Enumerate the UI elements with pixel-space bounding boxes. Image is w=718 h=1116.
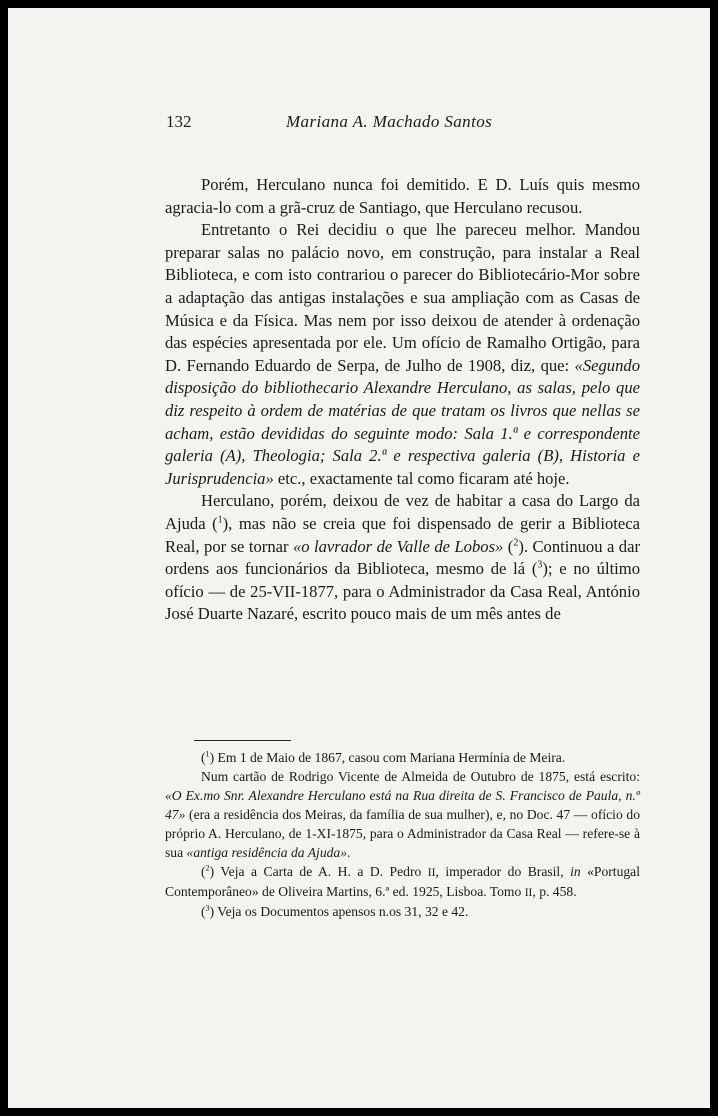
running-head: Mariana A. Machado Santos bbox=[286, 112, 493, 131]
footnote-2: ($^2$) Veja a Carta de A. H. a D. Pedro II, imperador do Brasil, in «Portugal Contemporâneo» de Oliveira Martins, 6.ª ed. 1925, Lisboa. Tomo II, p. 458. bbox=[165, 863, 640, 899]
fn2-roman: II bbox=[427, 866, 436, 879]
fn1b-text-b: (era a residência dos Meiras, da família de sua mulher), e, no Doc. 47 — ofício do próprio A. Herculano, de 1-XI-1875, para o Administrador da Casa Real — refere-se à sua bbox=[165, 807, 640, 860]
p3-text-c: ( bbox=[503, 536, 514, 556]
body-text bbox=[165, 174, 640, 626]
page-number: 132 bbox=[166, 112, 192, 131]
paragraph-3 bbox=[165, 490, 640, 626]
fn2-text-c: «Portugal Contemporâneo» de Oliveira Martins, 6.ª ed. 1925, Lisboa. Tomo bbox=[165, 864, 640, 899]
p3-text-d: ). Continuou a dar ordens aos funcionários da Biblioteca, mesmo de lá ( bbox=[165, 536, 640, 579]
fn2-tomo: II bbox=[524, 886, 533, 899]
fn2-text-a: Veja a Carta de A. H. a D. Pedro bbox=[214, 864, 428, 879]
p3-text-e: ); e no último ofício — de 25-VII-1877, para o Administrador da Casa Real, António José Duarte Nazaré, escrito pouco mais de um mês antes de bbox=[165, 559, 640, 624]
fn1b-text-c: . bbox=[347, 845, 351, 860]
paragraph-1: Porém, Herculano nunca foi demitido. E D. Luís quis mesmo agracia-lo com a grã-cruz de Santiago, que Herculano recusou. bbox=[165, 175, 640, 217]
fn2-mark: 2 bbox=[205, 863, 210, 873]
fn1b-text-a: Num cartão de Rodrigo Vicente de Almeida de Outubro de 1875, está escrito: bbox=[201, 769, 640, 784]
paragraph-2 bbox=[165, 219, 640, 490]
p2-text-a: Entretanto o Rei decidiu o que lhe pareceu melhor. Mandou preparar salas no palácio novo, em construção, para instalar a Real Biblioteca, e com isto contrariou o parecer do Bibliotecário-Mor sobre a adaptação das antigas instalações e sua ampliação com as Casas de Música e da Física. Mas nem por isso deixou de atender à ordenação das espécies apresentada por ele. Um ofício de Ramalho Ortigão, para D. Fernando Eduardo de Serpa, de Julho de 1908, diz, que: bbox=[165, 220, 640, 375]
fn1b-quote-2: «antiga residência da Ajuda» bbox=[186, 845, 348, 860]
fn1b-quote: «O Ex.mo Snr. Alexandre Herculano está na Rua direita de S. Francisco de Paula, n.º 47» bbox=[165, 788, 640, 822]
p3-text-b: ), mas não se creia que foi dispensado de gerir a Biblioteca Real, por se tornar bbox=[165, 513, 640, 556]
fn1-mark: 1 bbox=[205, 749, 210, 759]
p2-quote: «Segundo disposição do bibliothecario Alexandre Herculano, as salas, pelo que diz respeito à ordem de matérias de que tratam os livros que nellas se acham, estão devididas do seguinte modo: Sala 1.ª e correspondente galeria (A), Theologia; Sala 2.ª e respectiva galeria (B), Historia e Jurisprudencia» bbox=[165, 355, 640, 488]
fn3-mark: 3 bbox=[205, 903, 210, 913]
footnote-3: ($^3$) Veja os Documentos apensos n.os 31, 32 e 42. bbox=[201, 903, 469, 919]
footnote-ref-3: 3 bbox=[537, 559, 543, 571]
p3-text-a: Herculano, porém, deixou de vez de habitar a casa do Largo da Ajuda ( bbox=[165, 491, 640, 533]
fn2-in: in bbox=[570, 864, 581, 879]
footnote-ref-1: 1 bbox=[217, 514, 223, 526]
fn1-text: Em 1 de Maio de 1867, casou com Mariana Hermínia de Meira. bbox=[214, 750, 566, 765]
fn2-text-b: , imperador do Brasil, bbox=[435, 864, 571, 879]
fn3-text: Veja os Documentos apensos n.os 31, 32 e 42. bbox=[214, 904, 469, 919]
footnote-1: ($^1$) Em 1 de Maio de 1867, casou com Mariana Hermínia de Meira. bbox=[201, 749, 566, 765]
book-page bbox=[8, 8, 710, 1108]
fn2-text-d: , p. 458. bbox=[532, 884, 577, 899]
footnote-ref-2: 2 bbox=[513, 536, 519, 548]
p2-text-b: etc., exactamente tal como ficaram até hoje. bbox=[273, 468, 570, 488]
footnote-divider bbox=[194, 740, 291, 741]
p3-quote: «o lavrador de Valle de Lobos» bbox=[292, 536, 504, 556]
page-header bbox=[8, 112, 710, 136]
footnote-1-cont bbox=[165, 767, 640, 862]
footnotes bbox=[165, 748, 640, 921]
